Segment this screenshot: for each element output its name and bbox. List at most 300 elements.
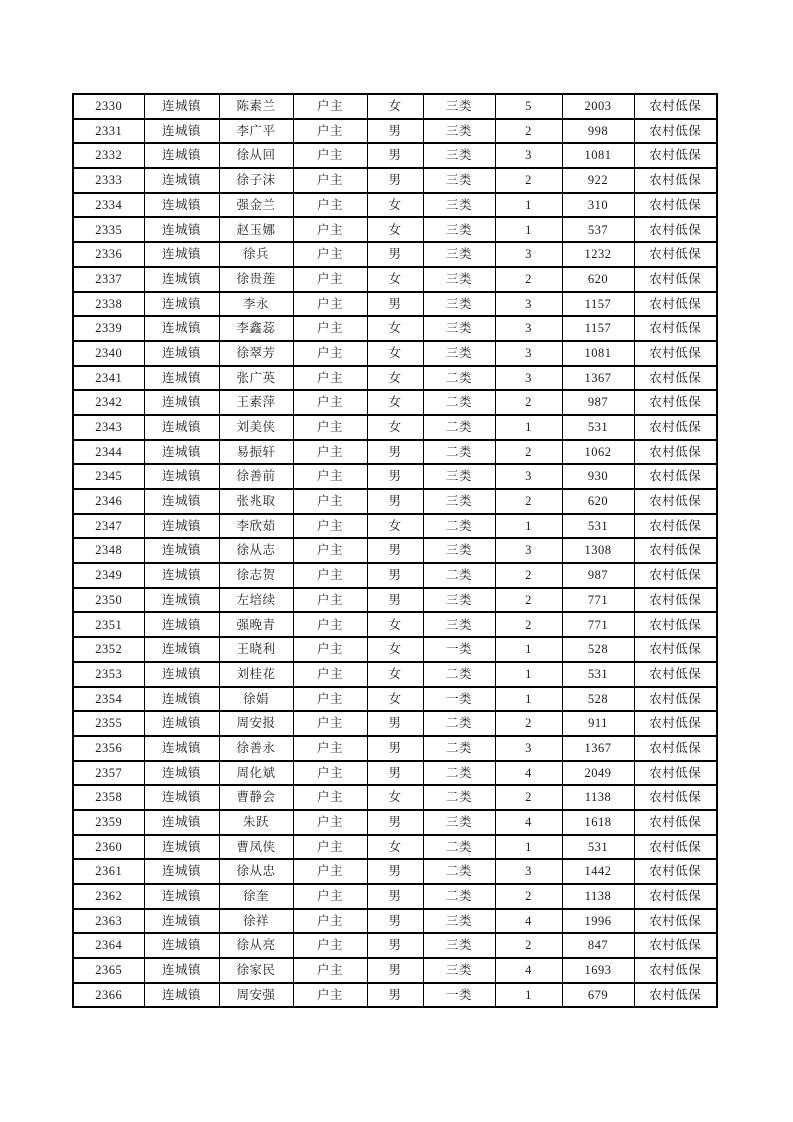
cell-type: 农村低保 bbox=[634, 612, 717, 637]
cell-gender: 男 bbox=[367, 168, 423, 193]
cell-name: 赵玉娜 bbox=[219, 217, 293, 242]
cell-town: 连城镇 bbox=[144, 711, 219, 736]
cell-town: 连城镇 bbox=[144, 637, 219, 662]
cell-relation: 户主 bbox=[293, 415, 367, 440]
cell-town: 连城镇 bbox=[144, 440, 219, 465]
cell-gender: 男 bbox=[367, 292, 423, 317]
cell-gender: 男 bbox=[367, 563, 423, 588]
cell-gender: 男 bbox=[367, 538, 423, 563]
cell-count: 4 bbox=[495, 958, 562, 983]
cell-name: 李欣茹 bbox=[219, 514, 293, 539]
cell-type: 农村低保 bbox=[634, 119, 717, 144]
cell-gender: 男 bbox=[367, 588, 423, 613]
cell-amount: 1367 bbox=[562, 736, 634, 761]
cell-gender: 女 bbox=[367, 193, 423, 218]
cell-type: 农村低保 bbox=[634, 859, 717, 884]
cell-category: 三类 bbox=[423, 292, 495, 317]
cell-gender: 女 bbox=[367, 366, 423, 391]
cell-town: 连城镇 bbox=[144, 143, 219, 168]
cell-serial: 2364 bbox=[73, 933, 144, 958]
cell-gender: 女 bbox=[367, 316, 423, 341]
cell-relation: 户主 bbox=[293, 958, 367, 983]
cell-name: 徐志贺 bbox=[219, 563, 293, 588]
cell-category: 三类 bbox=[423, 193, 495, 218]
cell-town: 连城镇 bbox=[144, 242, 219, 267]
table-row bbox=[73, 687, 717, 712]
cell-relation: 户主 bbox=[293, 859, 367, 884]
cell-town: 连城镇 bbox=[144, 909, 219, 934]
cell-amount: 1367 bbox=[562, 366, 634, 391]
cell-type: 农村低保 bbox=[634, 489, 717, 514]
cell-count: 3 bbox=[495, 292, 562, 317]
cell-type: 农村低保 bbox=[634, 588, 717, 613]
table-row bbox=[73, 909, 717, 934]
cell-count: 1 bbox=[495, 662, 562, 687]
cell-town: 连城镇 bbox=[144, 168, 219, 193]
cell-category: 二类 bbox=[423, 563, 495, 588]
table-row bbox=[73, 168, 717, 193]
record-table-container bbox=[72, 93, 718, 1008]
cell-relation: 户主 bbox=[293, 193, 367, 218]
cell-relation: 户主 bbox=[293, 909, 367, 934]
table-row bbox=[73, 563, 717, 588]
table-row bbox=[73, 316, 717, 341]
cell-category: 三类 bbox=[423, 933, 495, 958]
cell-name: 刘桂花 bbox=[219, 662, 293, 687]
cell-serial: 2349 bbox=[73, 563, 144, 588]
cell-amount: 1996 bbox=[562, 909, 634, 934]
cell-relation: 户主 bbox=[293, 119, 367, 144]
cell-town: 连城镇 bbox=[144, 810, 219, 835]
cell-type: 农村低保 bbox=[634, 341, 717, 366]
cell-serial: 2347 bbox=[73, 514, 144, 539]
cell-amount: 987 bbox=[562, 563, 634, 588]
cell-amount: 1081 bbox=[562, 143, 634, 168]
cell-relation: 户主 bbox=[293, 538, 367, 563]
table-row bbox=[73, 612, 717, 637]
cell-type: 农村低保 bbox=[634, 94, 717, 119]
cell-category: 三类 bbox=[423, 538, 495, 563]
cell-serial: 2333 bbox=[73, 168, 144, 193]
table-row bbox=[73, 711, 717, 736]
cell-amount: 1062 bbox=[562, 440, 634, 465]
cell-count: 3 bbox=[495, 736, 562, 761]
cell-count: 1 bbox=[495, 415, 562, 440]
cell-category: 三类 bbox=[423, 242, 495, 267]
cell-amount: 528 bbox=[562, 637, 634, 662]
record-table-body bbox=[73, 94, 717, 1007]
cell-name: 徐祥 bbox=[219, 909, 293, 934]
cell-serial: 2357 bbox=[73, 761, 144, 786]
cell-type: 农村低保 bbox=[634, 193, 717, 218]
cell-gender: 男 bbox=[367, 736, 423, 761]
cell-category: 二类 bbox=[423, 835, 495, 860]
cell-type: 农村低保 bbox=[634, 366, 717, 391]
cell-amount: 2049 bbox=[562, 761, 634, 786]
cell-type: 农村低保 bbox=[634, 736, 717, 761]
cell-type: 农村低保 bbox=[634, 217, 717, 242]
table-row bbox=[73, 810, 717, 835]
table-row bbox=[73, 94, 717, 119]
table-row bbox=[73, 193, 717, 218]
cell-amount: 847 bbox=[562, 933, 634, 958]
cell-count: 1 bbox=[495, 637, 562, 662]
cell-category: 二类 bbox=[423, 785, 495, 810]
cell-name: 周安强 bbox=[219, 983, 293, 1008]
cell-gender: 男 bbox=[367, 711, 423, 736]
table-row bbox=[73, 489, 717, 514]
cell-count: 3 bbox=[495, 316, 562, 341]
cell-town: 连城镇 bbox=[144, 94, 219, 119]
cell-type: 农村低保 bbox=[634, 884, 717, 909]
cell-count: 2 bbox=[495, 489, 562, 514]
cell-town: 连城镇 bbox=[144, 489, 219, 514]
cell-serial: 2339 bbox=[73, 316, 144, 341]
table-row bbox=[73, 637, 717, 662]
cell-count: 1 bbox=[495, 687, 562, 712]
cell-gender: 男 bbox=[367, 119, 423, 144]
cell-relation: 户主 bbox=[293, 390, 367, 415]
cell-amount: 1308 bbox=[562, 538, 634, 563]
cell-town: 连城镇 bbox=[144, 415, 219, 440]
cell-serial: 2342 bbox=[73, 390, 144, 415]
cell-name: 陈素兰 bbox=[219, 94, 293, 119]
cell-type: 农村低保 bbox=[634, 711, 717, 736]
cell-category: 三类 bbox=[423, 588, 495, 613]
cell-type: 农村低保 bbox=[634, 761, 717, 786]
table-row bbox=[73, 662, 717, 687]
cell-category: 三类 bbox=[423, 217, 495, 242]
cell-type: 农村低保 bbox=[634, 168, 717, 193]
table-row bbox=[73, 341, 717, 366]
cell-gender: 男 bbox=[367, 440, 423, 465]
cell-relation: 户主 bbox=[293, 612, 367, 637]
cell-gender: 男 bbox=[367, 958, 423, 983]
cell-town: 连城镇 bbox=[144, 292, 219, 317]
cell-category: 三类 bbox=[423, 168, 495, 193]
cell-category: 三类 bbox=[423, 612, 495, 637]
cell-name: 徐善永 bbox=[219, 736, 293, 761]
cell-name: 徐翠芳 bbox=[219, 341, 293, 366]
cell-name: 徐善前 bbox=[219, 464, 293, 489]
table-row bbox=[73, 761, 717, 786]
welfare-record-table bbox=[72, 93, 718, 1008]
cell-count: 3 bbox=[495, 341, 562, 366]
cell-category: 三类 bbox=[423, 489, 495, 514]
cell-amount: 998 bbox=[562, 119, 634, 144]
cell-amount: 771 bbox=[562, 612, 634, 637]
cell-relation: 户主 bbox=[293, 242, 367, 267]
cell-serial: 2331 bbox=[73, 119, 144, 144]
cell-gender: 女 bbox=[367, 341, 423, 366]
cell-serial: 2348 bbox=[73, 538, 144, 563]
cell-amount: 531 bbox=[562, 662, 634, 687]
cell-category: 二类 bbox=[423, 415, 495, 440]
cell-gender: 女 bbox=[367, 267, 423, 292]
cell-serial: 2355 bbox=[73, 711, 144, 736]
cell-amount: 531 bbox=[562, 415, 634, 440]
cell-serial: 2344 bbox=[73, 440, 144, 465]
cell-town: 连城镇 bbox=[144, 835, 219, 860]
cell-type: 农村低保 bbox=[634, 390, 717, 415]
cell-amount: 1081 bbox=[562, 341, 634, 366]
cell-count: 1 bbox=[495, 217, 562, 242]
cell-count: 1 bbox=[495, 983, 562, 1008]
table-row bbox=[73, 390, 717, 415]
cell-town: 连城镇 bbox=[144, 588, 219, 613]
cell-amount: 528 bbox=[562, 687, 634, 712]
cell-serial: 2350 bbox=[73, 588, 144, 613]
cell-serial: 2345 bbox=[73, 464, 144, 489]
cell-count: 2 bbox=[495, 390, 562, 415]
cell-relation: 户主 bbox=[293, 933, 367, 958]
cell-relation: 户主 bbox=[293, 884, 367, 909]
cell-relation: 户主 bbox=[293, 94, 367, 119]
cell-amount: 2003 bbox=[562, 94, 634, 119]
cell-amount: 537 bbox=[562, 217, 634, 242]
cell-count: 2 bbox=[495, 884, 562, 909]
table-row bbox=[73, 859, 717, 884]
cell-serial: 2337 bbox=[73, 267, 144, 292]
table-row bbox=[73, 514, 717, 539]
cell-name: 强金兰 bbox=[219, 193, 293, 218]
cell-relation: 户主 bbox=[293, 711, 367, 736]
cell-amount: 1232 bbox=[562, 242, 634, 267]
cell-relation: 户主 bbox=[293, 761, 367, 786]
cell-serial: 2358 bbox=[73, 785, 144, 810]
cell-town: 连城镇 bbox=[144, 563, 219, 588]
cell-town: 连城镇 bbox=[144, 662, 219, 687]
cell-name: 左培续 bbox=[219, 588, 293, 613]
cell-count: 2 bbox=[495, 785, 562, 810]
cell-relation: 户主 bbox=[293, 341, 367, 366]
cell-town: 连城镇 bbox=[144, 761, 219, 786]
cell-relation: 户主 bbox=[293, 810, 367, 835]
cell-count: 2 bbox=[495, 711, 562, 736]
table-row bbox=[73, 415, 717, 440]
cell-type: 农村低保 bbox=[634, 267, 717, 292]
cell-name: 刘美侠 bbox=[219, 415, 293, 440]
cell-relation: 户主 bbox=[293, 662, 367, 687]
cell-amount: 1693 bbox=[562, 958, 634, 983]
cell-gender: 女 bbox=[367, 514, 423, 539]
cell-town: 连城镇 bbox=[144, 859, 219, 884]
cell-name: 王素萍 bbox=[219, 390, 293, 415]
cell-category: 三类 bbox=[423, 958, 495, 983]
cell-relation: 户主 bbox=[293, 514, 367, 539]
cell-serial: 2336 bbox=[73, 242, 144, 267]
cell-type: 农村低保 bbox=[634, 316, 717, 341]
cell-amount: 620 bbox=[562, 267, 634, 292]
cell-gender: 女 bbox=[367, 662, 423, 687]
cell-amount: 1138 bbox=[562, 785, 634, 810]
cell-town: 连城镇 bbox=[144, 267, 219, 292]
cell-category: 三类 bbox=[423, 341, 495, 366]
cell-name: 周安报 bbox=[219, 711, 293, 736]
cell-name: 徐家民 bbox=[219, 958, 293, 983]
cell-type: 农村低保 bbox=[634, 662, 717, 687]
cell-count: 1 bbox=[495, 193, 562, 218]
cell-relation: 户主 bbox=[293, 835, 367, 860]
cell-serial: 2338 bbox=[73, 292, 144, 317]
cell-category: 三类 bbox=[423, 119, 495, 144]
cell-count: 4 bbox=[495, 810, 562, 835]
cell-relation: 户主 bbox=[293, 736, 367, 761]
cell-serial: 2351 bbox=[73, 612, 144, 637]
cell-relation: 户主 bbox=[293, 168, 367, 193]
cell-type: 农村低保 bbox=[634, 785, 717, 810]
cell-count: 2 bbox=[495, 168, 562, 193]
cell-count: 3 bbox=[495, 859, 562, 884]
cell-amount: 771 bbox=[562, 588, 634, 613]
cell-relation: 户主 bbox=[293, 217, 367, 242]
cell-category: 二类 bbox=[423, 736, 495, 761]
cell-count: 3 bbox=[495, 538, 562, 563]
cell-type: 农村低保 bbox=[634, 538, 717, 563]
cell-amount: 987 bbox=[562, 390, 634, 415]
cell-type: 农村低保 bbox=[634, 637, 717, 662]
cell-name: 曹凤侠 bbox=[219, 835, 293, 860]
cell-count: 3 bbox=[495, 242, 562, 267]
cell-town: 连城镇 bbox=[144, 958, 219, 983]
cell-count: 3 bbox=[495, 143, 562, 168]
cell-relation: 户主 bbox=[293, 687, 367, 712]
cell-relation: 户主 bbox=[293, 440, 367, 465]
table-row bbox=[73, 933, 717, 958]
cell-count: 1 bbox=[495, 835, 562, 860]
cell-gender: 女 bbox=[367, 94, 423, 119]
table-row bbox=[73, 538, 717, 563]
cell-town: 连城镇 bbox=[144, 390, 219, 415]
cell-serial: 2335 bbox=[73, 217, 144, 242]
table-row bbox=[73, 366, 717, 391]
cell-name: 李鑫蕊 bbox=[219, 316, 293, 341]
cell-gender: 男 bbox=[367, 933, 423, 958]
cell-amount: 930 bbox=[562, 464, 634, 489]
cell-amount: 531 bbox=[562, 835, 634, 860]
cell-type: 农村低保 bbox=[634, 933, 717, 958]
cell-type: 农村低保 bbox=[634, 440, 717, 465]
cell-name: 易振轩 bbox=[219, 440, 293, 465]
cell-town: 连城镇 bbox=[144, 193, 219, 218]
cell-serial: 2353 bbox=[73, 662, 144, 687]
cell-category: 三类 bbox=[423, 143, 495, 168]
cell-town: 连城镇 bbox=[144, 464, 219, 489]
cell-serial: 2362 bbox=[73, 884, 144, 909]
cell-serial: 2346 bbox=[73, 489, 144, 514]
cell-amount: 679 bbox=[562, 983, 634, 1008]
cell-gender: 男 bbox=[367, 143, 423, 168]
cell-name: 张广英 bbox=[219, 366, 293, 391]
cell-town: 连城镇 bbox=[144, 785, 219, 810]
cell-type: 农村低保 bbox=[634, 983, 717, 1008]
cell-relation: 户主 bbox=[293, 983, 367, 1008]
cell-serial: 2340 bbox=[73, 341, 144, 366]
cell-serial: 2359 bbox=[73, 810, 144, 835]
cell-name: 周化斌 bbox=[219, 761, 293, 786]
cell-town: 连城镇 bbox=[144, 933, 219, 958]
cell-name: 徐从志 bbox=[219, 538, 293, 563]
cell-amount: 1442 bbox=[562, 859, 634, 884]
cell-count: 1 bbox=[495, 514, 562, 539]
cell-amount: 922 bbox=[562, 168, 634, 193]
cell-amount: 1157 bbox=[562, 316, 634, 341]
cell-count: 4 bbox=[495, 761, 562, 786]
cell-amount: 531 bbox=[562, 514, 634, 539]
cell-serial: 2356 bbox=[73, 736, 144, 761]
cell-category: 二类 bbox=[423, 366, 495, 391]
cell-amount: 1157 bbox=[562, 292, 634, 317]
cell-category: 三类 bbox=[423, 810, 495, 835]
cell-type: 农村低保 bbox=[634, 415, 717, 440]
cell-gender: 女 bbox=[367, 390, 423, 415]
cell-category: 一类 bbox=[423, 637, 495, 662]
cell-category: 二类 bbox=[423, 761, 495, 786]
cell-type: 农村低保 bbox=[634, 464, 717, 489]
table-row bbox=[73, 242, 717, 267]
table-row bbox=[73, 835, 717, 860]
cell-count: 2 bbox=[495, 119, 562, 144]
cell-type: 农村低保 bbox=[634, 958, 717, 983]
cell-amount: 911 bbox=[562, 711, 634, 736]
cell-name: 徐奎 bbox=[219, 884, 293, 909]
cell-relation: 户主 bbox=[293, 143, 367, 168]
cell-count: 2 bbox=[495, 440, 562, 465]
cell-gender: 女 bbox=[367, 785, 423, 810]
table-row bbox=[73, 736, 717, 761]
cell-town: 连城镇 bbox=[144, 538, 219, 563]
cell-name: 徐从回 bbox=[219, 143, 293, 168]
cell-type: 农村低保 bbox=[634, 242, 717, 267]
cell-town: 连城镇 bbox=[144, 514, 219, 539]
cell-name: 徐子沫 bbox=[219, 168, 293, 193]
cell-type: 农村低保 bbox=[634, 687, 717, 712]
cell-gender: 男 bbox=[367, 489, 423, 514]
cell-serial: 2361 bbox=[73, 859, 144, 884]
cell-gender: 男 bbox=[367, 909, 423, 934]
cell-gender: 男 bbox=[367, 810, 423, 835]
cell-serial: 2366 bbox=[73, 983, 144, 1008]
cell-category: 三类 bbox=[423, 267, 495, 292]
cell-town: 连城镇 bbox=[144, 341, 219, 366]
cell-category: 三类 bbox=[423, 316, 495, 341]
cell-serial: 2330 bbox=[73, 94, 144, 119]
cell-relation: 户主 bbox=[293, 637, 367, 662]
cell-amount: 620 bbox=[562, 489, 634, 514]
cell-category: 二类 bbox=[423, 859, 495, 884]
cell-relation: 户主 bbox=[293, 489, 367, 514]
cell-town: 连城镇 bbox=[144, 736, 219, 761]
cell-relation: 户主 bbox=[293, 785, 367, 810]
cell-category: 三类 bbox=[423, 94, 495, 119]
cell-amount: 1138 bbox=[562, 884, 634, 909]
table-row bbox=[73, 267, 717, 292]
cell-count: 3 bbox=[495, 366, 562, 391]
cell-type: 农村低保 bbox=[634, 909, 717, 934]
cell-category: 一类 bbox=[423, 983, 495, 1008]
cell-name: 李广平 bbox=[219, 119, 293, 144]
cell-amount: 1618 bbox=[562, 810, 634, 835]
cell-serial: 2341 bbox=[73, 366, 144, 391]
cell-gender: 男 bbox=[367, 761, 423, 786]
cell-type: 农村低保 bbox=[634, 563, 717, 588]
cell-count: 2 bbox=[495, 267, 562, 292]
cell-town: 连城镇 bbox=[144, 983, 219, 1008]
table-row bbox=[73, 440, 717, 465]
cell-town: 连城镇 bbox=[144, 687, 219, 712]
cell-gender: 男 bbox=[367, 884, 423, 909]
table-row bbox=[73, 464, 717, 489]
